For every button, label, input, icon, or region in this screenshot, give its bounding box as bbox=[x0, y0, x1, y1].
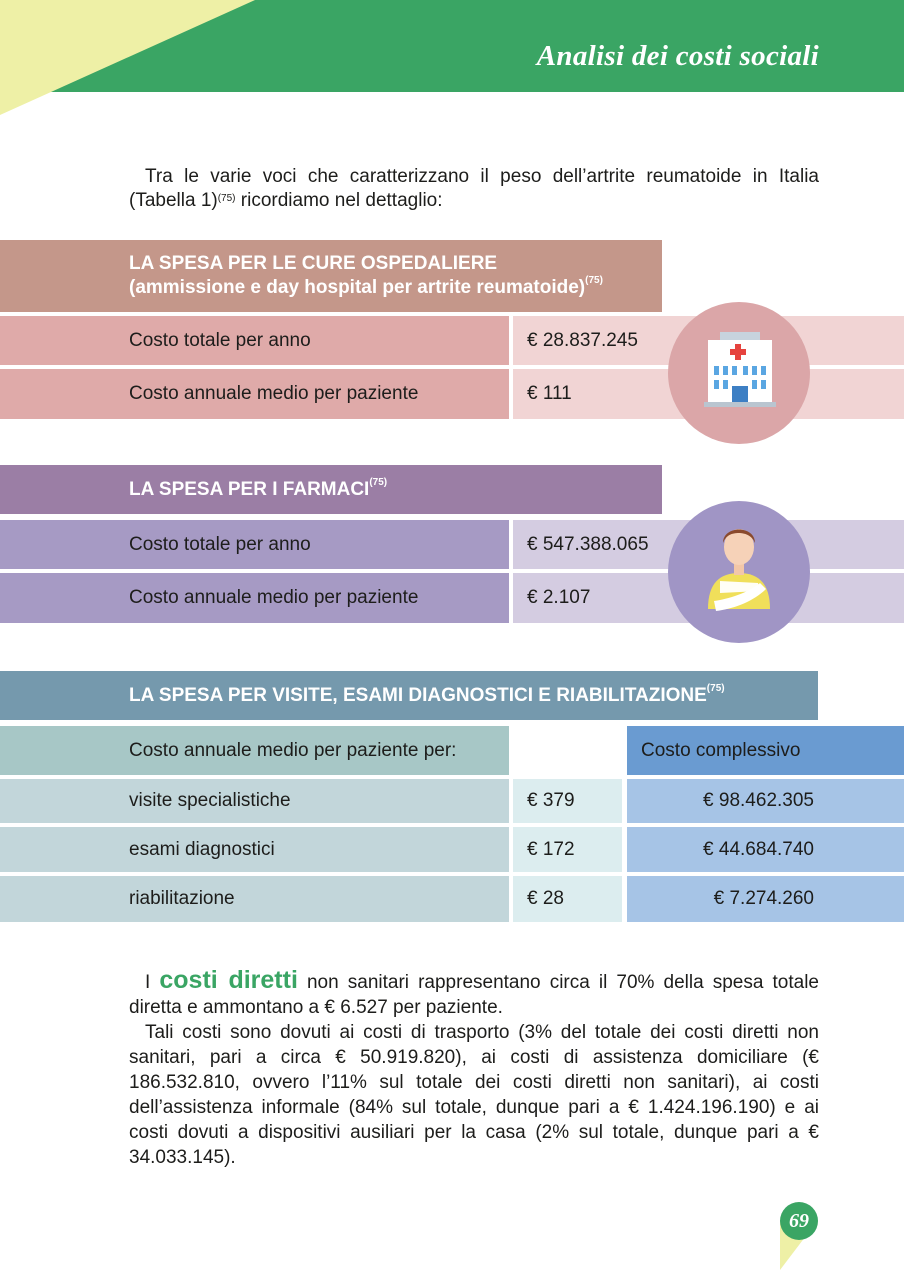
visits-header-total: Costo complessivo bbox=[627, 726, 904, 775]
section-hospital-subtitle: (ammissione e day hospital per artrite reumatoide) bbox=[129, 277, 586, 298]
section-drugs-header bbox=[0, 465, 662, 514]
drugs-row-label: Costo totale per anno bbox=[0, 520, 509, 569]
hospital-row-value: € 28.837.245 bbox=[513, 316, 904, 365]
intro-text: Tra le varie voci che caratterizzano il peso dell’artrite reumatoide in Italia (Tabella 1) bbox=[129, 166, 819, 211]
page-title: Analisi dei costi sociali bbox=[536, 40, 819, 72]
body-p1-post: non sanitari rappresentano circa il 70% della spesa totale diretta e ammontano a € 6.527 per paziente. bbox=[129, 972, 819, 1018]
body-paragraph-1 bbox=[129, 968, 819, 1020]
visits-row-total: € 44.684.740 bbox=[627, 827, 904, 872]
body-p1-pre: I bbox=[145, 972, 160, 993]
page-number: 69 bbox=[780, 1202, 818, 1240]
intro-paragraph bbox=[129, 165, 819, 213]
intro-reference: (75) bbox=[217, 193, 236, 204]
section-drugs-title: LA SPESA PER I FARMACI bbox=[129, 478, 370, 500]
highlight-term: costi diretti bbox=[159, 966, 298, 994]
section-hospital-reference: (75) bbox=[585, 275, 603, 286]
section-visits-reference: (75) bbox=[706, 682, 725, 694]
visits-row-label: riabilitazione bbox=[0, 876, 509, 922]
body-text bbox=[129, 968, 819, 1170]
intro-text-after: ricordiamo nel dettaglio: bbox=[235, 190, 443, 211]
visits-row-total: € 98.462.305 bbox=[627, 779, 904, 823]
hospital-icon bbox=[668, 302, 810, 444]
visits-row-avg: € 28 bbox=[513, 876, 622, 922]
section-visits-title: LA SPESA PER VISITE, ESAMI DIAGNOSTICI E RIABILITAZIONE bbox=[129, 684, 707, 706]
hospital-icon-circle bbox=[668, 302, 810, 444]
body-paragraph-2: Tali costi sono dovuti ai costi di trasporto (3% del totale dei costi diretti non sanitari, pari a circa € 50.919.820), ai costi di assistenza domiciliare (€ 186.532.810, ovvero l’11% sul totale dei costi diretti non sanitari), ai costi dell’assistenza informale (84% sul totale, dunque pari a € 1.424.196.190) e ai costi dovuti a dispositivi ausiliari per la casa (2% sul totale, dunque pari a € 34.033.145). bbox=[129, 1022, 819, 1168]
section-drugs-reference: (75) bbox=[369, 476, 388, 488]
drugs-row-value: € 2.107 bbox=[513, 573, 904, 623]
header-corner-triangle bbox=[0, 0, 255, 115]
hospital-row-label: Costo annuale medio per paziente bbox=[0, 369, 509, 419]
hospital-row-label: Costo totale per anno bbox=[0, 316, 509, 365]
drugs-row-value: € 547.388.065 bbox=[513, 520, 904, 569]
drugs-icon-circle bbox=[668, 501, 810, 643]
drugs-row-label: Costo annuale medio per paziente bbox=[0, 573, 509, 623]
section-visits-header bbox=[0, 671, 818, 720]
visits-row-avg: € 379 bbox=[513, 779, 622, 823]
visits-row-total: € 7.274.260 bbox=[627, 876, 904, 922]
section-hospital-header bbox=[0, 240, 662, 312]
visits-row-avg: € 172 bbox=[513, 827, 622, 872]
patient-sling-icon bbox=[668, 501, 810, 643]
visits-row-label: visite specialistiche bbox=[0, 779, 509, 823]
hospital-row-value: € 111 bbox=[513, 369, 904, 419]
visits-row-label: esami diagnostici bbox=[0, 827, 509, 872]
section-hospital-title: LA SPESA PER LE CURE OSPEDALIERE bbox=[129, 253, 498, 274]
visits-header-label: Costo annuale medio per paziente per: bbox=[0, 726, 509, 775]
